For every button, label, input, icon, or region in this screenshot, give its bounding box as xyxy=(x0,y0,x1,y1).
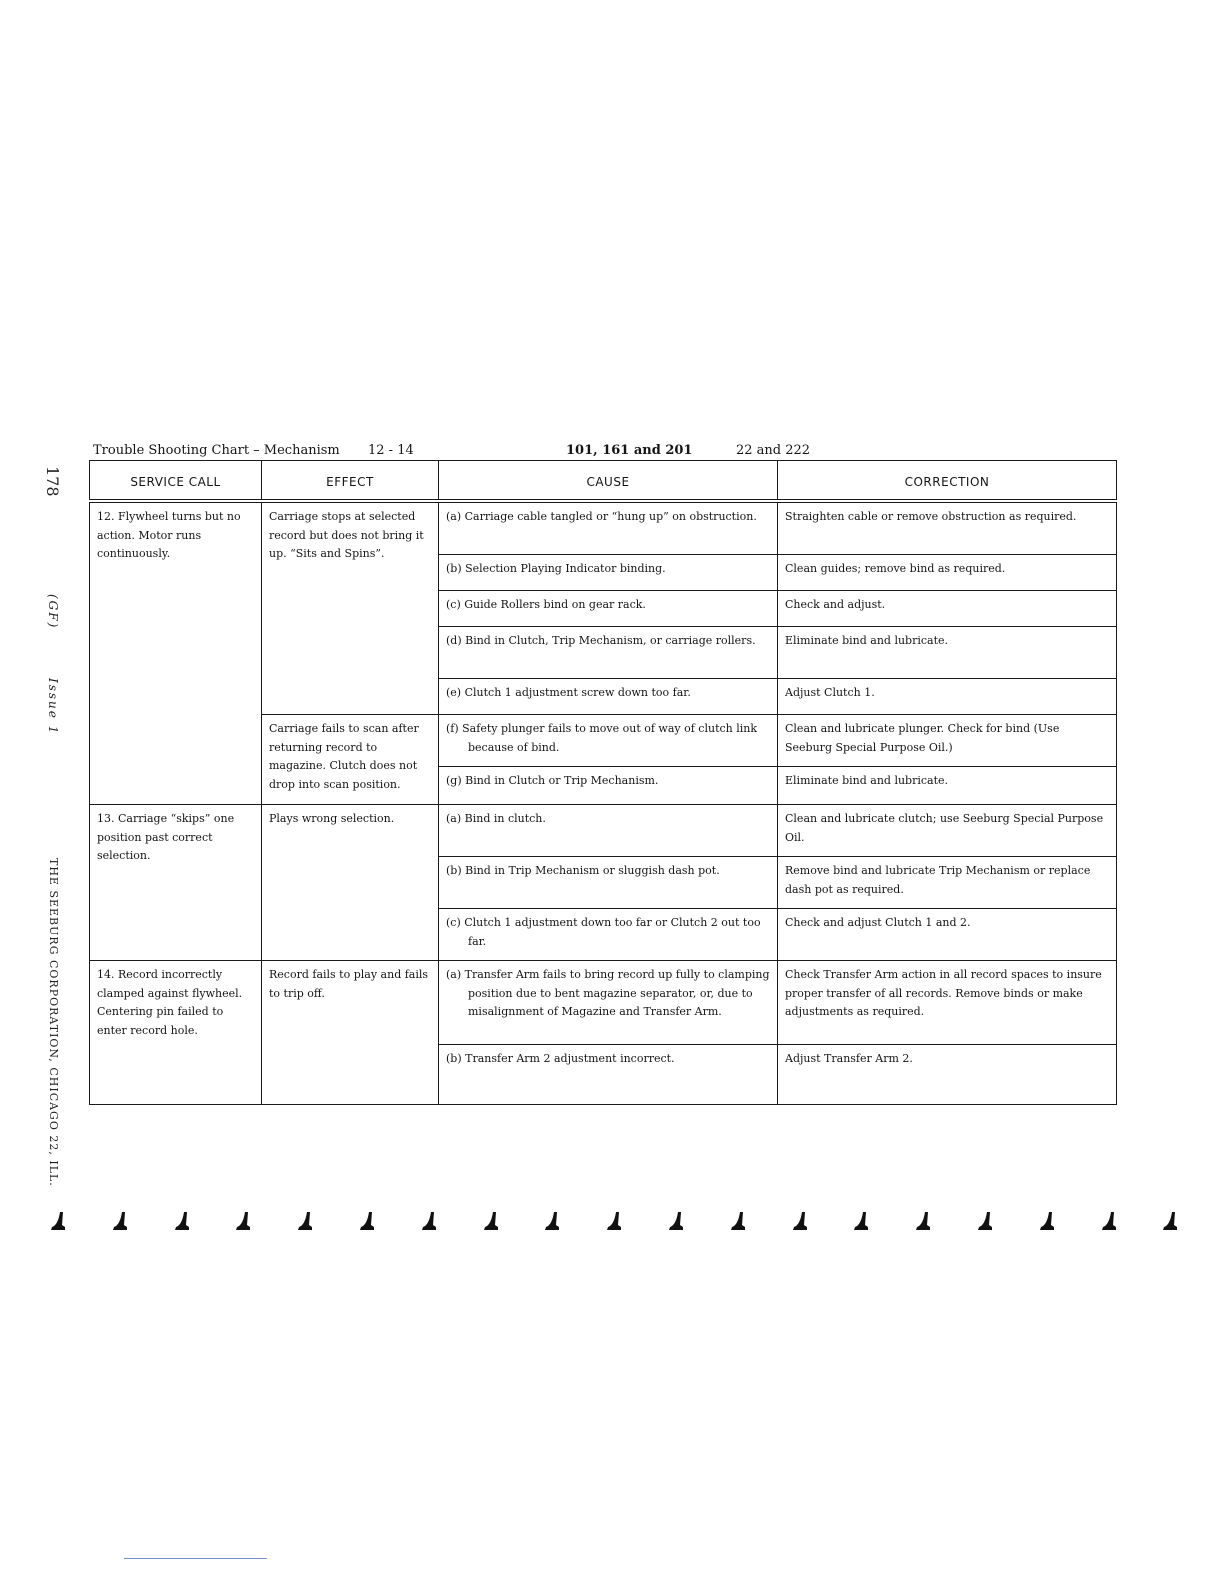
cause-text: (c) Guide Rollers bind on gear rack. xyxy=(446,598,646,611)
cause-cell xyxy=(439,857,778,909)
chart-model-suffix: 22 and 222 xyxy=(736,443,811,458)
cause-text: (a) Transfer Arm fails to bring record up fully to clamping position due to bent magazine separator, or, due to misalignment of Magazine and Transfer Arm. xyxy=(446,968,770,1018)
table-row xyxy=(90,961,1117,1045)
cause-text: (e) Clutch 1 adjustment screw down too far. xyxy=(446,686,691,699)
hole-mark-icon xyxy=(728,1210,750,1232)
hole-mark-icon xyxy=(542,1210,564,1232)
correction-cell: Clean and lubricate clutch; use Seeburg Special Purpose Oil. xyxy=(778,805,1117,857)
hole-mark-icon xyxy=(48,1210,70,1232)
hole-mark-icon xyxy=(851,1210,873,1232)
effect-cell: Carriage stops at selected record but does not bring it up. “Sits and Spins”. xyxy=(262,501,439,715)
hole-mark-icon xyxy=(790,1210,812,1232)
hole-mark-icon xyxy=(975,1210,997,1232)
chart-range: 12 - 14 xyxy=(368,443,414,458)
correction-cell: Adjust Clutch 1. xyxy=(778,679,1117,715)
hole-mark-icon xyxy=(666,1210,688,1232)
correction-cell: Eliminate bind and lubricate. xyxy=(778,767,1117,805)
effect-cell: Carriage fails to scan after returning record to magazine. Clutch does not drop into scan position. xyxy=(262,715,439,805)
cause-text: (a) Carriage cable tangled or “hung up” on obstruction. xyxy=(446,510,757,523)
cause-text: (g) Bind in Clutch or Trip Mechanism. xyxy=(446,774,659,787)
correction-cell: Straighten cable or remove obstruction as required. xyxy=(778,501,1117,555)
table-row xyxy=(90,501,1117,555)
correction-cell: Eliminate bind and lubricate. xyxy=(778,627,1117,679)
corporation-footer: THE SEEBURG CORPORATION, CHICAGO 22, ILL. xyxy=(47,858,60,1187)
document-code: (GF) xyxy=(46,594,60,630)
hole-mark-icon xyxy=(913,1210,935,1232)
cause-cell xyxy=(439,1045,778,1105)
hole-mark-icon xyxy=(604,1210,626,1232)
cause-cell xyxy=(439,909,778,961)
cause-cell xyxy=(439,501,778,555)
page-number: 178 xyxy=(43,466,62,497)
hole-mark-icon xyxy=(233,1210,255,1232)
service-call-cell: 13. Carriage “skips” one position past correct selection. xyxy=(90,805,262,961)
trouble-shooting-table xyxy=(89,460,1117,1105)
cause-text: (a) Bind in clutch. xyxy=(446,812,546,825)
service-call-cell: 12. Flywheel turns but no action. Motor runs continuously. xyxy=(90,501,262,805)
table-body xyxy=(90,501,1117,1105)
effect-cell: Record fails to play and fails to trip off. xyxy=(262,961,439,1105)
hole-mark-icon xyxy=(481,1210,503,1232)
cause-cell xyxy=(439,627,778,679)
column-header-service-call: SERVICE CALL xyxy=(90,461,262,502)
footer-rule xyxy=(124,1558,267,1559)
correction-cell: Check and adjust. xyxy=(778,591,1117,627)
hole-mark-icon xyxy=(1099,1210,1121,1232)
cause-cell xyxy=(439,715,778,767)
cause-cell xyxy=(439,961,778,1045)
hole-mark-icon xyxy=(419,1210,441,1232)
column-header-correction: CORRECTION xyxy=(778,461,1117,502)
correction-cell: Clean guides; remove bind as required. xyxy=(778,555,1117,591)
chart-title: Trouble Shooting Chart – Mechanism xyxy=(93,443,340,458)
cause-text: (b) Transfer Arm 2 adjustment incorrect. xyxy=(446,1052,675,1065)
hole-mark-icon xyxy=(110,1210,132,1232)
chart-models: 101, 161 and 201 xyxy=(566,443,693,458)
column-header-effect: EFFECT xyxy=(262,461,439,502)
service-call-cell: 14. Record incorrectly clamped against flywheel. Centering pin failed to enter record hole. xyxy=(90,961,262,1105)
hole-mark-icon xyxy=(172,1210,194,1232)
correction-cell: Check Transfer Arm action in all record spaces to insure proper transfer of all records. Remove binds or make adjustments as required. xyxy=(778,961,1117,1045)
cause-cell xyxy=(439,805,778,857)
cause-cell xyxy=(439,555,778,591)
table-row xyxy=(90,805,1117,857)
issue-label: Issue 1 xyxy=(46,678,60,736)
cause-text: (b) Selection Playing Indicator binding. xyxy=(446,562,666,575)
correction-cell: Adjust Transfer Arm 2. xyxy=(778,1045,1117,1105)
cause-text: (c) Clutch 1 adjustment down too far or Clutch 2 out too far. xyxy=(446,916,761,948)
cause-cell xyxy=(439,679,778,715)
correction-cell: Clean and lubricate plunger. Check for bind (Use Seeburg Special Purpose Oil.) xyxy=(778,715,1117,767)
binding-hole-marks xyxy=(0,1210,1224,1238)
cause-cell xyxy=(439,591,778,627)
table-header-row xyxy=(90,461,1117,502)
cause-text: (f) Safety plunger fails to move out of way of clutch link because of bind. xyxy=(446,722,758,754)
hole-mark-icon xyxy=(1037,1210,1059,1232)
cause-cell xyxy=(439,767,778,805)
effect-cell: Plays wrong selection. xyxy=(262,805,439,961)
hole-mark-icon xyxy=(1160,1210,1182,1232)
cause-text: (b) Bind in Trip Mechanism or sluggish dash pot. xyxy=(446,864,720,877)
column-header-cause: CAUSE xyxy=(439,461,778,502)
correction-cell: Check and adjust Clutch 1 and 2. xyxy=(778,909,1117,961)
cause-text: (d) Bind in Clutch, Trip Mechanism, or carriage rollers. xyxy=(446,634,756,647)
hole-mark-icon xyxy=(295,1210,317,1232)
correction-cell: Remove bind and lubricate Trip Mechanism or replace dash pot as required. xyxy=(778,857,1117,909)
hole-mark-icon xyxy=(357,1210,379,1232)
